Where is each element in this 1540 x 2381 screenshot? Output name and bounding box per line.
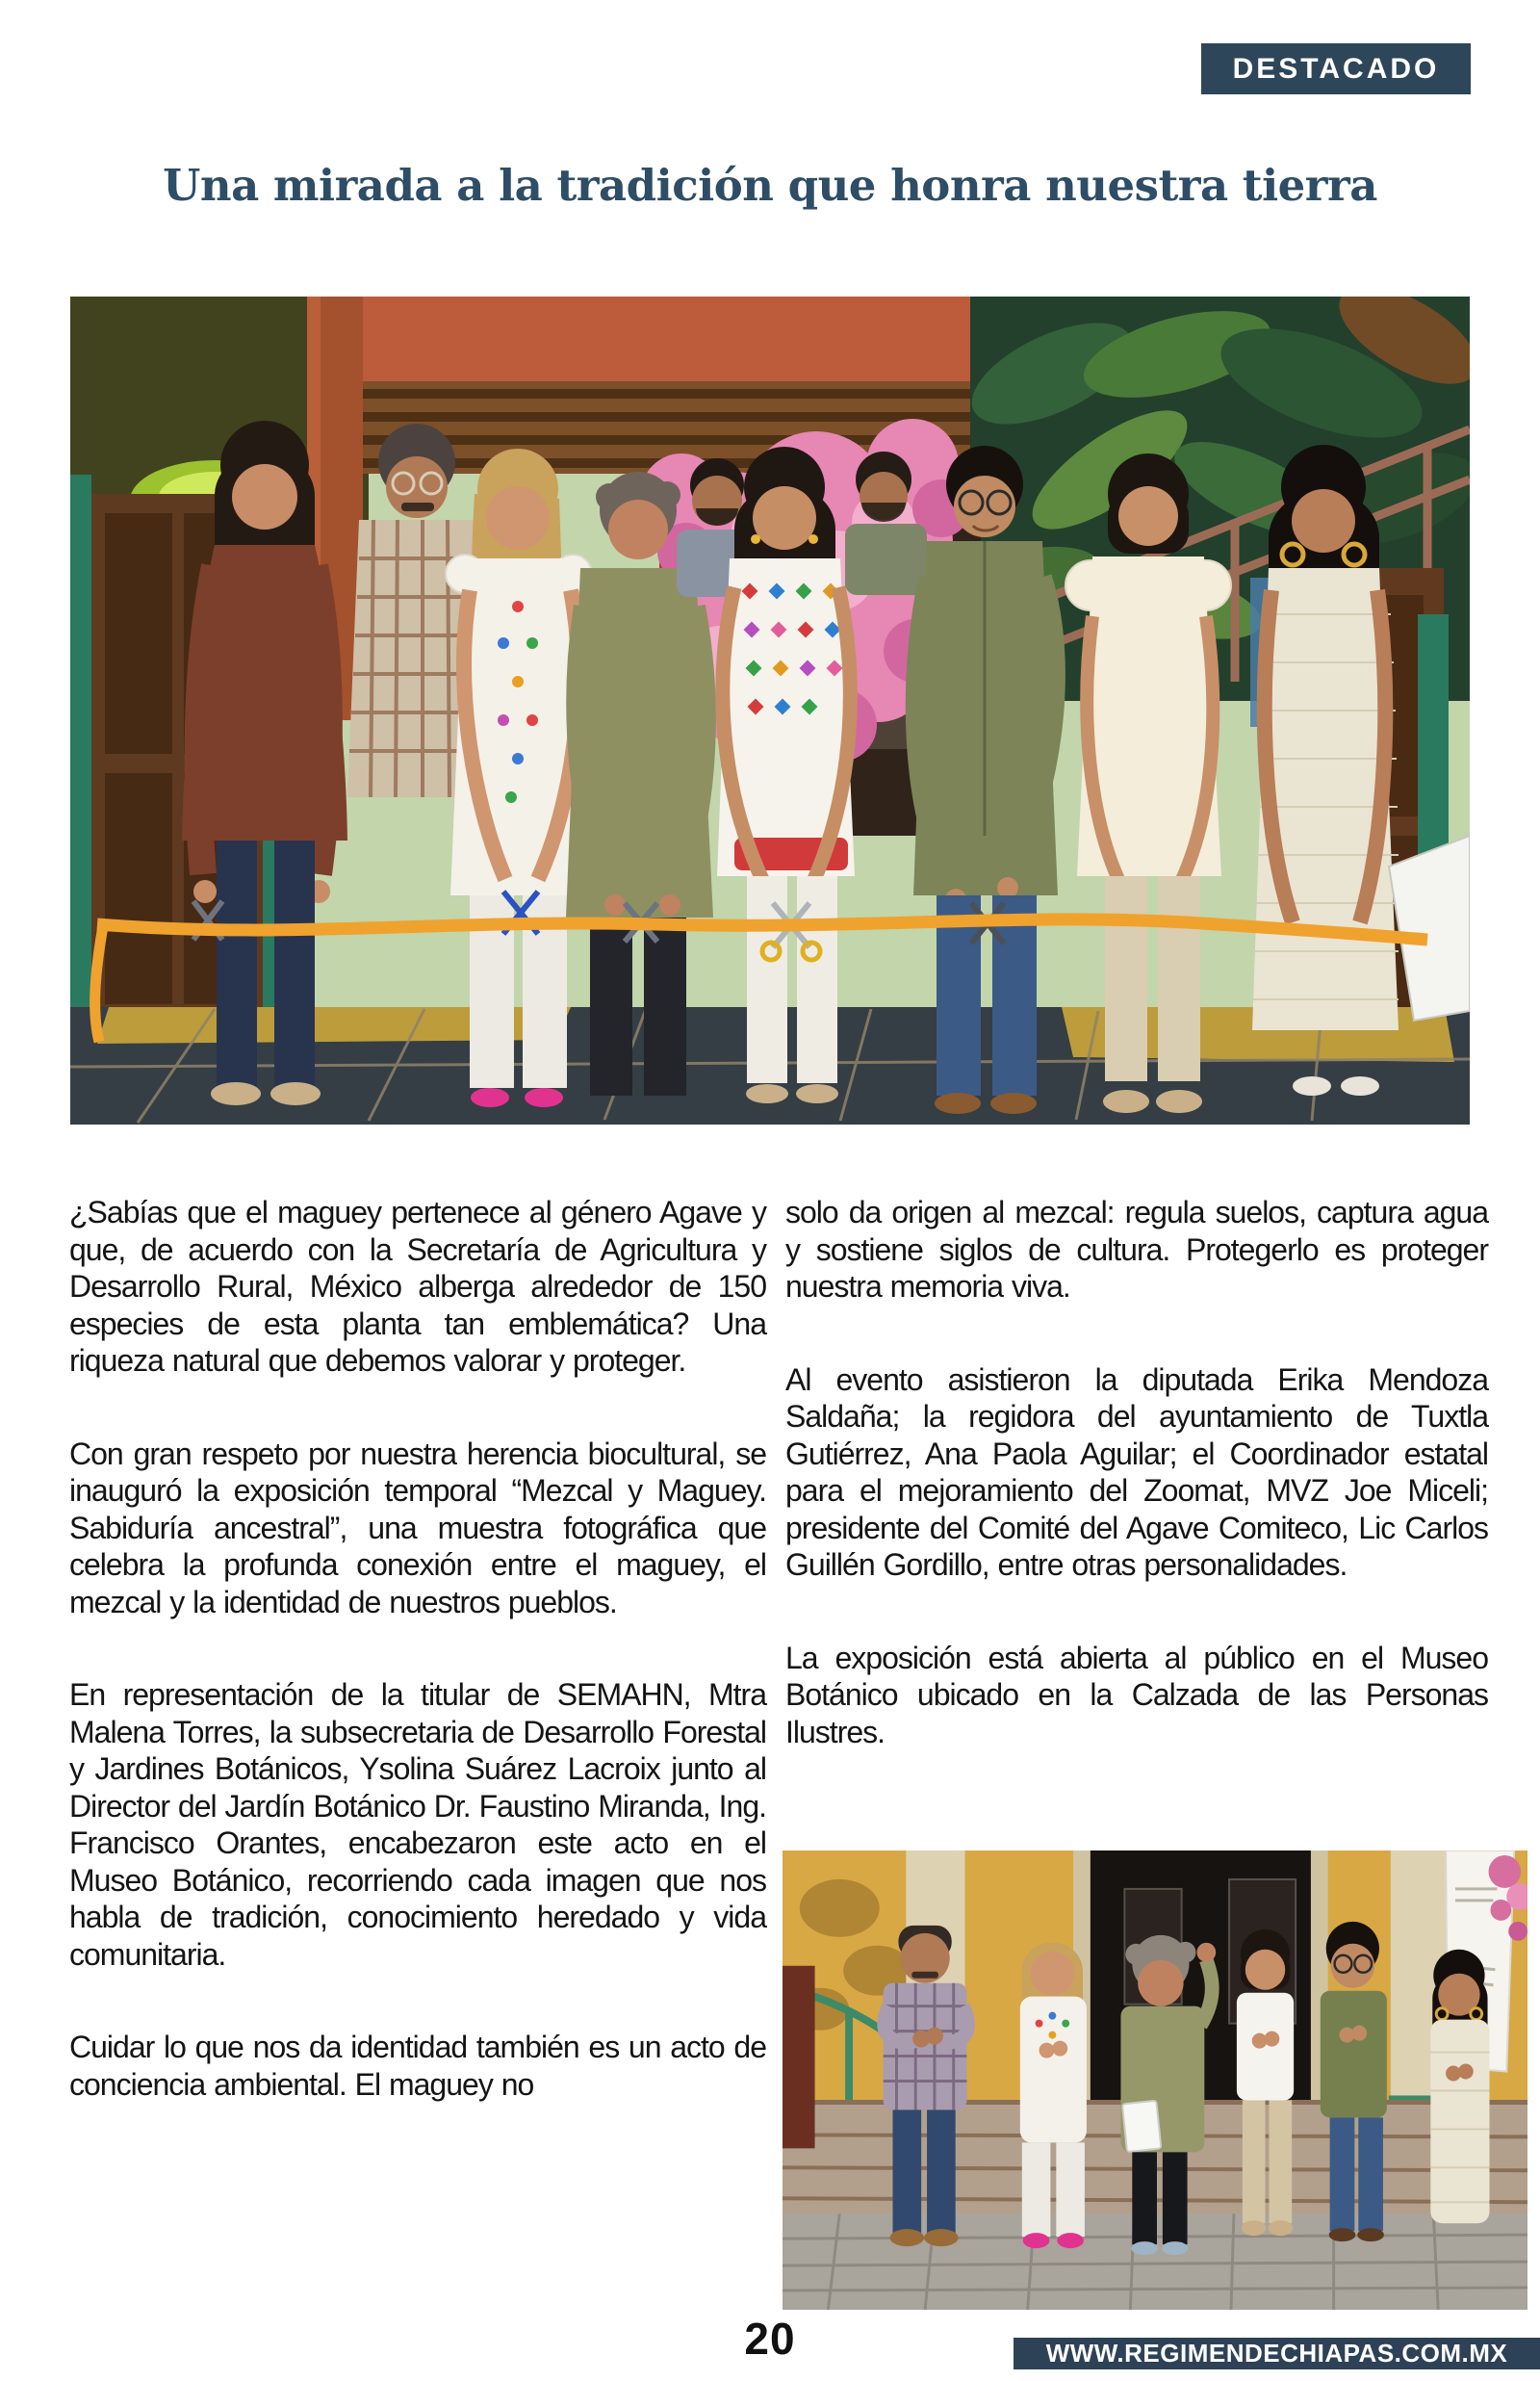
white-paper [1122, 2101, 1162, 2152]
paragraph-solo-da-origen: solo da origen al mezcal: regula suelos, captura agua y sostiene siglos de cultura. Protegerlo es proteger nuestra memoria viva. [785, 1195, 1488, 1304]
person2-crochet [1430, 1950, 1489, 2223]
paragraph-la-exposicion: La exposición está abierta al público en el Museo Botánico ubicado en la Calzada de las Personas Ilustres. [785, 1640, 1488, 1749]
destacado-badge-label: DESTACADO [1232, 52, 1440, 85]
page-title: Una mirada a la tradición que honra nuestra tierra [163, 160, 1377, 211]
person-crochet-dress [1252, 445, 1399, 1096]
person-partial-maroon [783, 1966, 815, 2149]
upper-orange-wall [363, 297, 970, 391]
secondary-photo [783, 1850, 1527, 2310]
footer-url-bar [1014, 2338, 1540, 2369]
page-number: 20 [744, 2314, 796, 2364]
paragraph-cuidar: Cuidar lo que nos da identidad también es un acto de conciencia ambiental. El maguey no [69, 2030, 766, 2102]
paragraph-al-evento: Al evento asistieron la diputada Erika Mendoza Saldaña; la regidora del ayuntamiento de Tuxtla Gutiérrez, Ana Paola Aguilar; el Coordinador estatal para el mejoramiento del Zoomat, MVZ Joe Miceli; presidente del Comité del Agave Comiteco, Lic Carlos Guillén Gordillo, entre otras personalidades. [785, 1361, 1488, 1582]
article-column-right [785, 1194, 1488, 1806]
main-photo [70, 297, 1470, 1125]
person2-bob-beige [1237, 1929, 1294, 2236]
footer-url-text: WWW.REGIMENDECHIAPAS.COM.MX [1045, 2339, 1508, 2368]
paragraph-con-gran-respeto: Con gran respeto por nuestra herencia biocultural, se inauguró la exposición temporal “Mezcal y Maguey. Sabiduría ancestral”, una muestra fotográfica que celebra la profunda conexión entre el maguey, el mezcal y la identidad de nuestros pueblos. [69, 1436, 766, 1619]
destacado-badge [1201, 43, 1471, 94]
article-column-left [69, 1194, 766, 2159]
paragraph-sabias: ¿Sabías que el maguey pertenece al género Agave y que, de acuerdo con la Secretaría de Agricultura y Desarrollo Rural, México alberga alrededor de 150 especies de esta planta tan emblemática? Una riqueza natural que debemos valorar y proteger. [69, 1195, 766, 1378]
paragraph-en-representacion: En representación de la titular de SEMAHN, Mtra Malena Torres, la subsecretaria de Desarrollo Forestal y Jardines Botánicos, Ysolina Suárez Lacroix junto al Director del Jardín Botánico Dr. Faustino Miranda, Ing. Francisco Orantes, encabezaron este acto en el Museo Botánico, recorriendo cada imagen que nos habla de tradición, conocimiento heredado y vida comunitaria. [69, 1677, 766, 1972]
